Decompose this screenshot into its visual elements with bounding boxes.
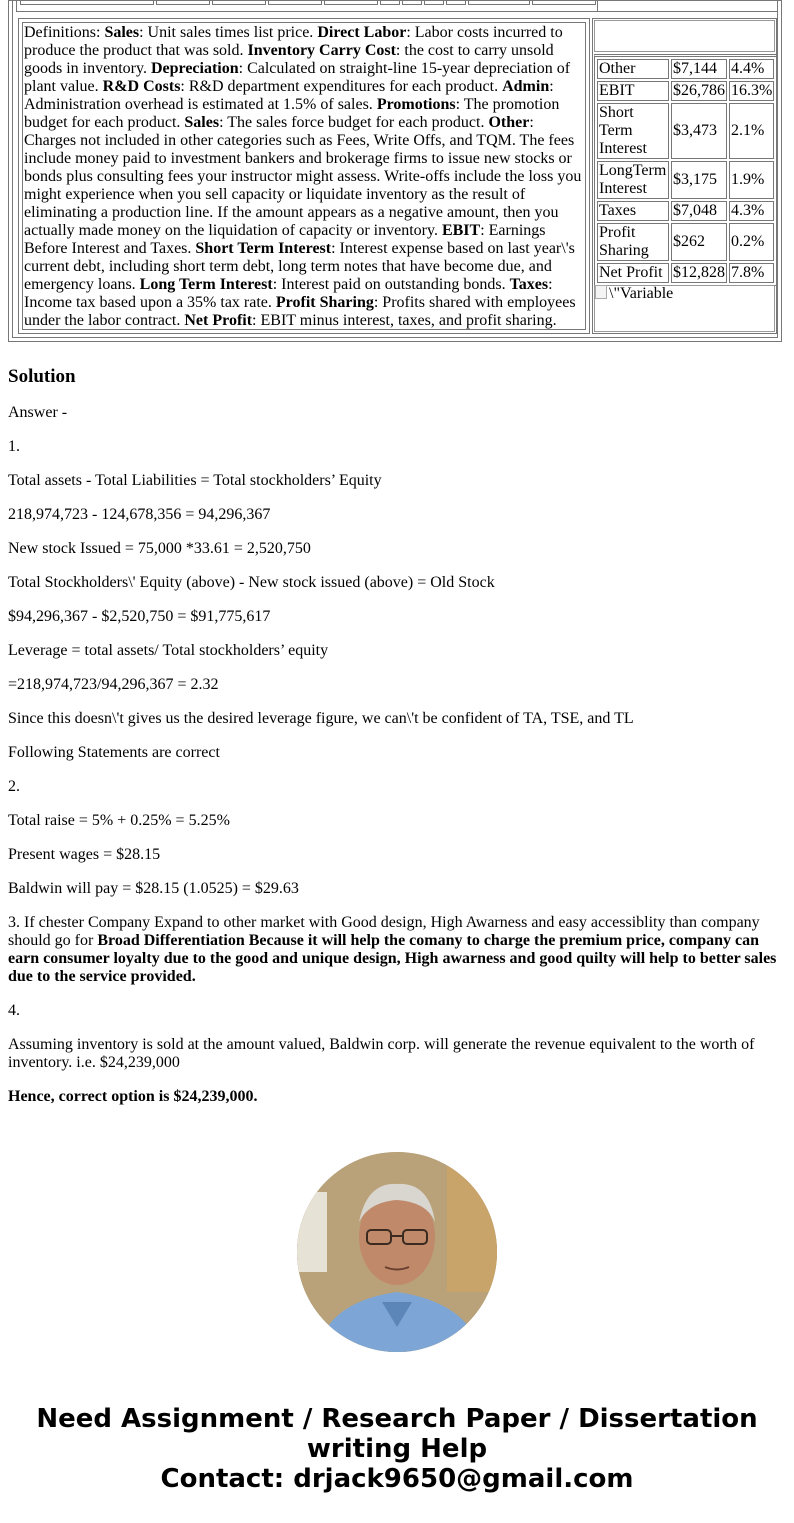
definition-term: Direct Labor	[317, 24, 407, 41]
table-row	[597, 103, 774, 159]
definition-text: : The sales force budget for each product.	[219, 114, 489, 131]
table-row-fragment-right	[598, 0, 778, 12]
solution-line: Present wages = $28.15	[8, 846, 161, 863]
table-cell-fragment	[468, 0, 530, 5]
definition-term: Depreciation	[150, 60, 239, 77]
definition-text: : Calculated on straight-line 15-year depreciation of plant value.	[24, 60, 571, 95]
row-percent: 4.3%	[729, 201, 774, 221]
solution-line: Baldwin will pay = $28.15 (1.0525) = $29.63	[8, 880, 299, 897]
financial-header-cell	[594, 20, 775, 52]
row-percent: 2.1%	[729, 103, 774, 159]
solution-line: Total assets - Total Liabilities = Total stockholders’ Equity	[8, 472, 382, 489]
solution-line: Total Stockholders\' Equity (above) - New stock issued (above) = Old Stock	[8, 574, 495, 591]
definition-term: Net Profit	[184, 312, 253, 329]
definition-term: EBIT	[441, 222, 481, 239]
row-label: Short Term Interest	[597, 103, 669, 159]
row-label: Net Profit	[597, 263, 669, 283]
definition-text: : Unit sales times list price.	[139, 24, 318, 41]
answer-label: Answer -	[8, 404, 68, 421]
table-cell-fragment	[424, 0, 444, 5]
table-row	[597, 263, 774, 283]
table-row	[597, 201, 774, 221]
definition-term: Admin	[502, 78, 550, 95]
question-number: 4.	[8, 1002, 20, 1019]
income-statement-table	[594, 54, 777, 286]
definition-term: R&D Costs	[102, 78, 181, 95]
row-percent: 1.9%	[729, 161, 774, 199]
definition-text: : Income tax based upon a 35% tax rate.	[24, 276, 553, 311]
definition-text: : Earnings Before Interest and Taxes.	[24, 222, 546, 257]
row-amount: $26,786	[673, 82, 725, 99]
row-percent: 0.2%	[729, 223, 774, 261]
definition-term: Promotions	[376, 96, 456, 113]
row-label: Taxes	[597, 201, 669, 221]
table-row	[597, 81, 774, 101]
row-amount: $262	[671, 223, 727, 261]
table-cell-fragment	[324, 0, 378, 5]
definition-text: : Labor costs incurred to produce the product that was sold.	[24, 24, 563, 59]
definition-text: : the cost to carry unsold goods in inventory.	[24, 42, 554, 77]
solution-line: $94,296,367 - $2,520,750 = $91,775,617	[8, 608, 271, 625]
definition-term: Other	[488, 114, 530, 131]
row-percent: 7.8%	[729, 263, 774, 283]
solution-line: Since this doesn\'t gives us the desired leverage figure, we can\'t be confident of TA, TSE, and TL	[8, 710, 634, 727]
row-amount: $12,828	[673, 264, 725, 281]
table-cell-fragment	[446, 0, 466, 5]
definition-text: : EBIT minus interest, taxes, and profit sharing.	[252, 312, 557, 329]
definition-text: : Charges not included in other categories such as Fees, Write Offs, and TQM. The fees include money paid to investment bankers and brokerage firms to issue new stocks or bonds plus consulting fees your instructor might assess. Write-offs include the loss you might experience when you sell capacity or liquidate inventory as the result of eliminating a production line. If the amount appears as a negative amount, then you actually made money on the liquidation of capacity or inventory.	[24, 114, 582, 239]
definition-text: : Interest paid on outstanding bonds.	[272, 276, 510, 293]
definition-term: Taxes	[509, 276, 549, 293]
question-3-bold: Broad Differentiation Because it will help the comany to charge the premium price, company can earn consumer loyalty due to the good and unique design, High awarness and good quilty will help to better sales due to the service provided.	[8, 932, 777, 985]
broken-image	[595, 285, 673, 303]
table-row	[597, 223, 774, 261]
row-amount: $3,175	[671, 161, 727, 199]
row-percent: 16.3%	[731, 82, 773, 99]
definition-term: Sales	[184, 114, 220, 131]
definition-term: Inventory Carry Cost	[247, 42, 396, 59]
question-3-answer	[8, 914, 784, 986]
definition-text: : Administration overhead is estimated at 1.5% of sales.	[24, 78, 554, 113]
question-3-text: 3. If chester Company Expand to other market with Good design, High Awarness and easy accessiblity than company should go for	[8, 914, 760, 949]
contact-line-2: writing Help	[306, 1434, 488, 1464]
contact-email: Contact: drjack9650@gmail.com	[160, 1464, 634, 1494]
row-percent: 4.4%	[729, 59, 774, 79]
solution-line: 218,974,723 - 124,678,356 = 94,296,367	[8, 506, 271, 523]
author-avatar	[297, 1152, 497, 1352]
table-cell-fragment	[212, 0, 266, 5]
table-cell-fragment	[402, 0, 422, 5]
solution-line: Total raise = 5% + 0.25% = 5.25%	[8, 812, 230, 829]
table-row	[597, 161, 774, 199]
table-cell-fragment	[268, 0, 322, 5]
broken-image-icon	[595, 285, 607, 299]
question-number: 1.	[8, 438, 20, 455]
portrait-image	[297, 1152, 497, 1352]
row-label: LongTerm Interest	[597, 161, 669, 199]
definitions-intro: Definitions:	[24, 24, 105, 41]
solution-line: Following Statements are correct	[8, 744, 220, 761]
question-number: 2.	[8, 778, 20, 795]
contact-line-1: Need Assignment / Research Paper / Dissertation	[36, 1404, 758, 1434]
question-4-conclusion: Hence, correct option is $24,239,000.	[8, 1088, 258, 1105]
definition-text: : Interest expense based on last year\'s current debt, including short term debt, long term notes that have become due, and emergency loans.	[24, 240, 575, 293]
definition-term: Long Term Interest	[139, 276, 273, 293]
solution-line: =218,974,723/94,296,367 = 2.32	[8, 676, 219, 693]
definition-term: Sales	[104, 24, 140, 41]
row-label: EBIT	[597, 81, 669, 101]
definition-text: : Profits shared with employees under the labor contract.	[24, 294, 576, 329]
solution-heading: Solution	[8, 366, 76, 387]
table-cell-fragment	[156, 0, 210, 5]
row-amount: $7,144	[671, 59, 727, 79]
table-cell-fragment	[380, 0, 400, 5]
table-row	[597, 59, 774, 79]
solution-line: New stock Issued = 75,000 *33.61 = 2,520,750	[8, 540, 311, 557]
definitions-text	[24, 24, 586, 330]
broken-image-alt: \"Variable	[609, 285, 674, 302]
solution-line: Leverage = total assets/ Total stockholders’ equity	[8, 642, 329, 659]
definition-text: : The promotion budget for each product.	[24, 96, 560, 131]
row-amount: $3,473	[671, 103, 727, 159]
table-cell-fragment	[532, 0, 596, 5]
row-label: Other	[597, 59, 669, 79]
question-4-text: Assuming inventory is sold at the amount valued, Baldwin corp. will generate the revenue equivalent to the worth of inventory. i.e. $24,239,000	[8, 1036, 755, 1071]
row-label: Profit Sharing	[597, 223, 669, 261]
table-cell-fragment	[20, 0, 154, 5]
row-amount: $7,048	[671, 201, 727, 221]
definition-text: : R&D department expenditures for each product.	[180, 78, 503, 95]
definition-term: Short Term Interest	[195, 240, 332, 257]
definition-term: Profit Sharing	[275, 294, 374, 311]
